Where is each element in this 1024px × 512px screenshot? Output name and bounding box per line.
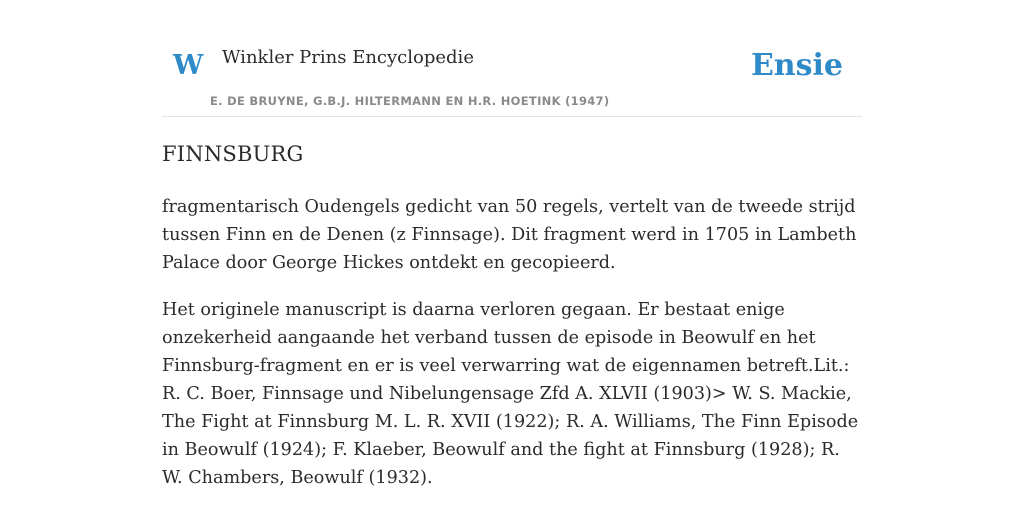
article-body: [162, 193, 862, 511]
ensie-logo[interactable]: Ensie: [750, 48, 843, 83]
article-paragraph: fragmentarisch Oudengels gedicht van 50 regels, vertelt van de tweede strijd tussen Finn en de Denen (z Finnsage). Dit fragment werd in 1705 in Lambeth Palace door George Hickes ontdekt en gecopieerd.: [162, 197, 857, 273]
site-title[interactable]: Winkler Prins Encyclopedie: [222, 47, 474, 68]
authors-byline: E. DE BRUYNE, G.B.J. HILTERMANN EN H.R. HOETINK (1947): [210, 94, 610, 108]
site-header: [162, 0, 862, 117]
article-page: [162, 0, 862, 488]
page-title: FINNSBURG: [162, 142, 304, 166]
article-paragraph: Het originele manuscript is daarna verloren gegaan. Er bestaat enige onzekerheid aangaande het verband tussen de episode in Beowulf en het Finnsburg-fragment en er is veel verwarring wat de eigennamen betreft.Lit.: R. C. Boer, Finnsage und Nibelungensage Zfd A. XLVII (1903)> W. S. Mackie, The Fight at Finnsburg M. L. R. XVII (1922); R. A. Williams, The Finn Episode in Beowulf (1924); F. Klaeber, Beowulf and the fight at Finnsburg (1928); R. W. Chambers, Beowulf (1932).: [162, 300, 859, 488]
winkler-prins-logo[interactable]: W: [173, 50, 204, 81]
